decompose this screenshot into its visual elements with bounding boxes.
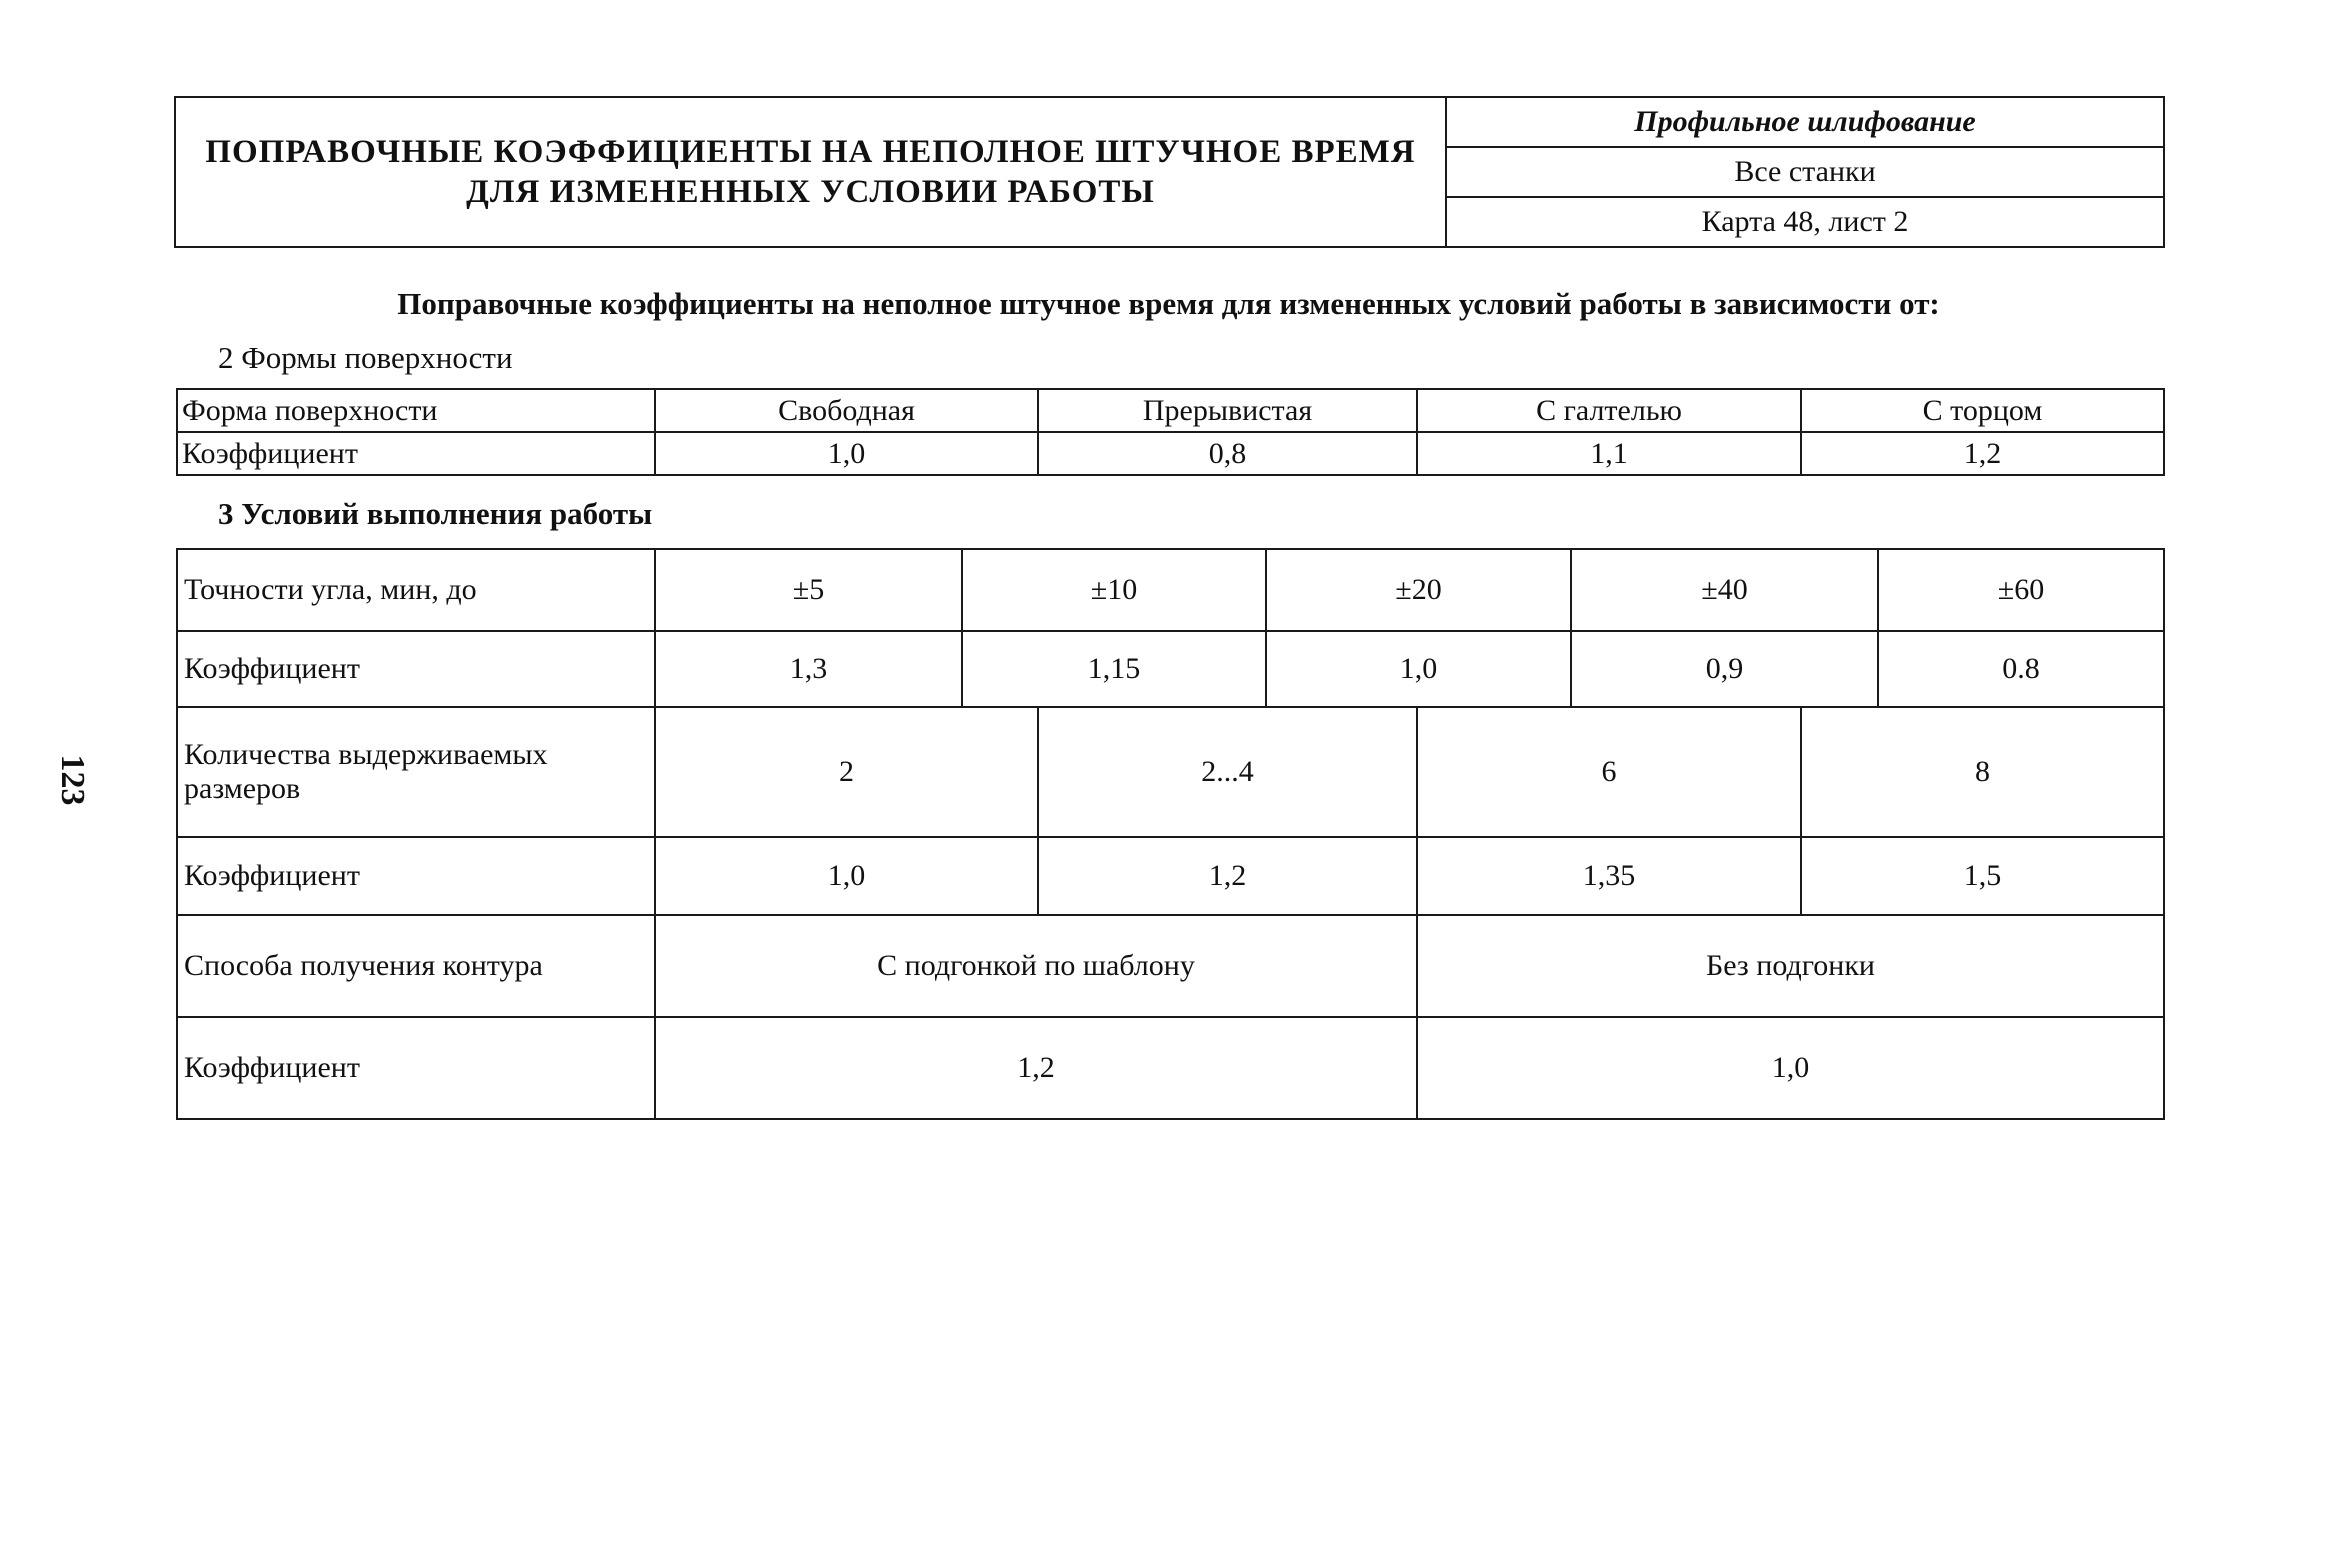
table-cell: С торцом: [1801, 389, 2164, 432]
table-cell: С галтелью: [1417, 389, 1801, 432]
table-row: [177, 915, 2164, 1017]
table-cell: 2...4: [1038, 707, 1417, 837]
row-header: Коэффициент: [177, 1017, 655, 1119]
table-cell: 1,2: [1038, 837, 1417, 915]
table-row: [177, 707, 2164, 837]
table-cell: ±10: [962, 549, 1266, 631]
row-header: Количества выдерживаемых размеров: [177, 707, 655, 837]
table-cell: Без подгонки: [1417, 915, 2164, 1017]
row-header: Коэффициент: [177, 631, 655, 707]
surface-form-table: [176, 388, 2165, 476]
table-cell: 6: [1417, 707, 1801, 837]
table-cell: 1,15: [962, 631, 1266, 707]
table-cell: 2: [655, 707, 1038, 837]
document-title: ПОПРАВОЧНЫЕ КОЭФФИЦИЕНТЫ НА НЕПОЛНОЕ ШТУЧНОЕ ВРЕМЯ ДЛЯ ИЗМЕНЕННЫХ УСЛОВИИ РАБОТЫ: [175, 97, 1446, 247]
table-cell: 1,35: [1417, 837, 1801, 915]
section-subtitle: Поправочные коэффициенты на неполное штучное время для измененных условий работы в зависимости от:: [397, 286, 1940, 321]
table-cell: ±5: [655, 549, 962, 631]
table-cell: 0,9: [1571, 631, 1878, 707]
page-number: 123: [54, 754, 91, 806]
table-cell: 8: [1801, 707, 2164, 837]
table-cell: 1,3: [655, 631, 962, 707]
table-cell: 1,0: [1266, 631, 1571, 707]
row-header: Коэффициент: [177, 432, 655, 475]
table-cell: 1,5: [1801, 837, 2164, 915]
table-cell: Свободная: [655, 389, 1038, 432]
table-row: [177, 549, 2164, 631]
row-header: Коэффициент: [177, 837, 655, 915]
table-row: [177, 631, 2164, 707]
table-cell: ±40: [1571, 549, 1878, 631]
operation-name: Профильное шлифование: [1446, 97, 2164, 147]
table-cell: С подгонкой по шаблону: [655, 915, 1417, 1017]
header-table: [174, 96, 2165, 248]
table-row: [177, 1017, 2164, 1119]
row-header: Точности угла, мин, до: [177, 549, 655, 631]
table-cell: 1,0: [1417, 1017, 2164, 1119]
table-cell: Прерывистая: [1038, 389, 1417, 432]
work-conditions-table: [176, 548, 2165, 1120]
table-cell: 0.8: [1878, 631, 2164, 707]
table-cell: ±60: [1878, 549, 2164, 631]
table-cell: 1,2: [655, 1017, 1417, 1119]
section-2-label: 2 Формы поверхности: [218, 340, 513, 375]
table-cell: 0,8: [1038, 432, 1417, 475]
table-row: [177, 389, 2164, 432]
table-cell: 1,2: [1801, 432, 2164, 475]
row-header: Способа получения контура: [177, 915, 655, 1017]
table-row: [177, 837, 2164, 915]
table-cell: 1,0: [655, 837, 1038, 915]
row-header: Форма поверхности: [177, 389, 655, 432]
card-number: Карта 48, лист 2: [1446, 197, 2164, 247]
table-row: [177, 432, 2164, 475]
table-cell: 1,1: [1417, 432, 1801, 475]
machines-label: Все станки: [1446, 147, 2164, 197]
table-cell: 1,0: [655, 432, 1038, 475]
section-3-label: 3 Условий выполнения работы: [218, 496, 653, 531]
table-cell: ±20: [1266, 549, 1571, 631]
